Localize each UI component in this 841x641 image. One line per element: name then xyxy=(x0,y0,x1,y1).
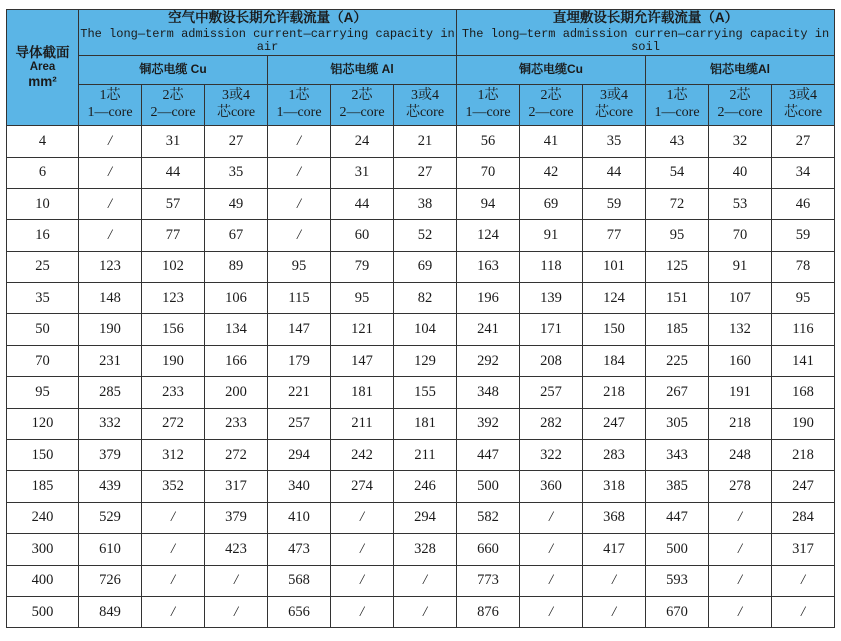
capacity-cell: 27 xyxy=(205,126,268,157)
capacity-cell: 171 xyxy=(520,314,583,345)
capacity-cell: 46 xyxy=(772,188,835,219)
capacity-cell: 417 xyxy=(583,534,646,565)
capacity-cell: 42 xyxy=(520,157,583,188)
air-capacity-header xyxy=(79,10,457,56)
capacity-cell: 147 xyxy=(268,314,331,345)
capacity-cell: 139 xyxy=(520,283,583,314)
capacity-cell: / xyxy=(394,596,457,627)
capacity-cell: 225 xyxy=(646,345,709,376)
capacity-cell: 582 xyxy=(457,502,520,533)
capacity-cell: 247 xyxy=(772,471,835,502)
capacity-cell: 54 xyxy=(646,157,709,188)
capacity-cell: 104 xyxy=(394,314,457,345)
core-header-en: 2—core xyxy=(528,105,574,121)
capacity-cell: / xyxy=(142,596,205,627)
table-row xyxy=(7,126,835,157)
capacity-cell: 233 xyxy=(205,408,268,439)
capacity-cell: 72 xyxy=(646,188,709,219)
core-header-cn: 3或4 xyxy=(600,88,629,104)
capacity-cell: 53 xyxy=(709,188,772,219)
table-row xyxy=(7,408,835,439)
core-header-cn: 2芯 xyxy=(540,88,562,104)
capacity-cell: 211 xyxy=(331,408,394,439)
capacity-cell: 32 xyxy=(709,126,772,157)
area-cell: 16 xyxy=(7,220,79,251)
capacity-cell: 44 xyxy=(142,157,205,188)
capacity-cell: 82 xyxy=(394,283,457,314)
area-cell: 4 xyxy=(7,126,79,157)
table-row xyxy=(7,188,835,219)
core-header xyxy=(457,85,520,126)
capacity-cell: 60 xyxy=(331,220,394,251)
capacity-cell: 423 xyxy=(205,534,268,565)
capacity-cell: 52 xyxy=(394,220,457,251)
capacity-cell: 123 xyxy=(79,251,142,282)
capacity-cell: / xyxy=(520,565,583,596)
capacity-cell: / xyxy=(142,502,205,533)
capacity-cell: 59 xyxy=(772,220,835,251)
core-header xyxy=(520,85,583,126)
capacity-cell: 328 xyxy=(394,534,457,565)
capacity-cell: 218 xyxy=(709,408,772,439)
capacity-cell: 49 xyxy=(205,188,268,219)
capacity-cell: / xyxy=(79,157,142,188)
capacity-cell: 44 xyxy=(331,188,394,219)
capacity-cell: 473 xyxy=(268,534,331,565)
core-header-cn: 3或4 xyxy=(411,88,439,104)
capacity-cell: 101 xyxy=(583,251,646,282)
core-header-cn: 1芯 xyxy=(99,88,121,104)
capacity-cell: 95 xyxy=(268,251,331,282)
capacity-cell: 439 xyxy=(79,471,142,502)
soil-header-en: The long—term admission curren—carrying capacity in soil xyxy=(461,26,830,55)
capacity-cell: 312 xyxy=(142,440,205,471)
area-cell: 120 xyxy=(7,408,79,439)
capacity-cell: 208 xyxy=(520,345,583,376)
capacity-cell: 156 xyxy=(142,314,205,345)
capacity-cell: 31 xyxy=(142,126,205,157)
table-row xyxy=(7,502,835,533)
capacity-cell: 274 xyxy=(331,471,394,502)
cu-air-header: 铜芯电缆 Cu xyxy=(79,56,268,85)
capacity-cell: / xyxy=(268,188,331,219)
capacity-cell: / xyxy=(268,157,331,188)
capacity-cell: 160 xyxy=(709,345,772,376)
capacity-cell: 317 xyxy=(772,534,835,565)
capacity-cell: 317 xyxy=(205,471,268,502)
capacity-cell: 148 xyxy=(79,283,142,314)
capacity-cell: 500 xyxy=(457,471,520,502)
capacity-cell: 21 xyxy=(394,126,457,157)
core-header-cn: 1芯 xyxy=(477,88,499,104)
capacity-cell: / xyxy=(331,534,394,565)
table-row xyxy=(7,565,835,596)
capacity-cell: 876 xyxy=(457,596,520,627)
capacity-cell: 773 xyxy=(457,565,520,596)
capacity-cell: 500 xyxy=(646,534,709,565)
area-header-cn: 导体截面 xyxy=(15,45,70,61)
capacity-cell: / xyxy=(331,565,394,596)
capacity-cell: 233 xyxy=(142,377,205,408)
area-cell: 35 xyxy=(7,283,79,314)
capacity-cell: 332 xyxy=(79,408,142,439)
core-header xyxy=(709,85,772,126)
air-header-en: The long—term admission current—carrying capacity in air xyxy=(80,26,455,55)
capacity-cell: 360 xyxy=(520,471,583,502)
capacity-cell: 168 xyxy=(772,377,835,408)
core-header-en: 芯core xyxy=(216,105,256,121)
capacity-cell: 379 xyxy=(205,502,268,533)
capacity-cell: 656 xyxy=(268,596,331,627)
capacity-cell: 67 xyxy=(205,220,268,251)
capacity-cell: 248 xyxy=(709,440,772,471)
capacity-cell: 181 xyxy=(331,377,394,408)
core-header-en: 1—core xyxy=(276,105,322,121)
capacity-cell: 95 xyxy=(331,283,394,314)
capacity-cell: 141 xyxy=(772,345,835,376)
capacity-cell: / xyxy=(709,596,772,627)
capacity-cell: / xyxy=(205,565,268,596)
capacity-cell: 568 xyxy=(268,565,331,596)
table-row xyxy=(7,251,835,282)
core-header xyxy=(205,85,268,126)
capacity-cell: / xyxy=(709,502,772,533)
capacity-cell: / xyxy=(520,596,583,627)
core-header xyxy=(394,85,457,126)
capacity-cell: 155 xyxy=(394,377,457,408)
capacity-cell: / xyxy=(772,565,835,596)
capacity-cell: 124 xyxy=(583,283,646,314)
area-cell: 150 xyxy=(7,440,79,471)
capacity-cell: / xyxy=(142,565,205,596)
core-header-en: 芯core xyxy=(405,105,445,121)
core-header-en: 芯core xyxy=(783,105,823,121)
al-air-header: 铝芯电缆 Al xyxy=(268,56,457,85)
capacity-cell: 267 xyxy=(646,377,709,408)
capacity-cell: 593 xyxy=(646,565,709,596)
capacity-cell: 272 xyxy=(205,440,268,471)
capacity-cell: 56 xyxy=(457,126,520,157)
core-header-en: 2—core xyxy=(717,105,763,121)
capacity-cell: 69 xyxy=(520,188,583,219)
capacity-cell: 272 xyxy=(142,408,205,439)
capacity-cell: / xyxy=(520,534,583,565)
core-header-en: 1—core xyxy=(465,105,511,121)
capacity-cell: 121 xyxy=(331,314,394,345)
capacity-cell: 318 xyxy=(583,471,646,502)
capacity-cell: 278 xyxy=(709,471,772,502)
core-header-en: 芯core xyxy=(594,105,634,121)
core-header-cn: 2芯 xyxy=(162,88,184,104)
capacity-cell: / xyxy=(268,126,331,157)
capacity-cell: 283 xyxy=(583,440,646,471)
capacity-cell: 118 xyxy=(520,251,583,282)
area-cell: 50 xyxy=(7,314,79,345)
area-cell: 95 xyxy=(7,377,79,408)
table-row xyxy=(7,283,835,314)
capacity-cell: 147 xyxy=(331,345,394,376)
capacity-cell: 392 xyxy=(457,408,520,439)
core-header-cn: 1芯 xyxy=(288,88,310,104)
area-cell: 70 xyxy=(7,345,79,376)
capacity-cell: 89 xyxy=(205,251,268,282)
capacity-cell: 125 xyxy=(646,251,709,282)
capacity-cell: / xyxy=(268,220,331,251)
capacity-table-container xyxy=(6,9,834,628)
capacity-cell: 95 xyxy=(772,283,835,314)
capacity-cell: 31 xyxy=(331,157,394,188)
capacity-cell: 70 xyxy=(709,220,772,251)
table-row xyxy=(7,471,835,502)
capacity-cell: 305 xyxy=(646,408,709,439)
capacity-cell: 190 xyxy=(772,408,835,439)
capacity-cell: 246 xyxy=(394,471,457,502)
capacity-cell: 218 xyxy=(772,440,835,471)
table-row xyxy=(7,596,835,627)
capacity-cell: 257 xyxy=(520,377,583,408)
core-header-cn: 2芯 xyxy=(729,88,751,104)
capacity-cell: 241 xyxy=(457,314,520,345)
capacity-cell: 410 xyxy=(268,502,331,533)
capacity-cell: / xyxy=(583,565,646,596)
capacity-cell: 77 xyxy=(142,220,205,251)
area-cell: 6 xyxy=(7,157,79,188)
capacity-cell: / xyxy=(331,596,394,627)
capacity-cell: 221 xyxy=(268,377,331,408)
table-row xyxy=(7,220,835,251)
capacity-cell: 163 xyxy=(457,251,520,282)
core-header xyxy=(331,85,394,126)
table-row xyxy=(7,157,835,188)
capacity-cell: 196 xyxy=(457,283,520,314)
capacity-cell: 132 xyxy=(709,314,772,345)
core-header-cn: 1芯 xyxy=(666,88,688,104)
capacity-cell: 77 xyxy=(583,220,646,251)
core-header-cn: 3或4 xyxy=(222,88,250,104)
capacity-cell: 343 xyxy=(646,440,709,471)
capacity-cell: 447 xyxy=(646,502,709,533)
table-row xyxy=(7,440,835,471)
area-cell: 185 xyxy=(7,471,79,502)
current-capacity-table xyxy=(6,9,835,628)
capacity-cell: / xyxy=(205,596,268,627)
capacity-cell: / xyxy=(142,534,205,565)
capacity-cell: 200 xyxy=(205,377,268,408)
capacity-cell: / xyxy=(709,534,772,565)
capacity-cell: / xyxy=(709,565,772,596)
capacity-cell: 43 xyxy=(646,126,709,157)
capacity-cell: 294 xyxy=(268,440,331,471)
capacity-cell: / xyxy=(79,220,142,251)
capacity-cell: 106 xyxy=(205,283,268,314)
capacity-cell: 69 xyxy=(394,251,457,282)
capacity-cell: 134 xyxy=(205,314,268,345)
capacity-cell: 27 xyxy=(772,126,835,157)
cu-soil-header: 铜芯电缆Cu xyxy=(457,56,646,85)
capacity-cell: 27 xyxy=(394,157,457,188)
capacity-cell: 91 xyxy=(520,220,583,251)
capacity-cell: 95 xyxy=(646,220,709,251)
capacity-cell: 190 xyxy=(142,345,205,376)
core-header-en: 2—core xyxy=(150,105,196,121)
capacity-cell: 115 xyxy=(268,283,331,314)
core-header xyxy=(772,85,835,126)
capacity-cell: 59 xyxy=(583,188,646,219)
core-header-en: 2—core xyxy=(339,105,385,121)
capacity-cell: 124 xyxy=(457,220,520,251)
core-header-en: 1—core xyxy=(654,105,700,121)
area-cell: 400 xyxy=(7,565,79,596)
core-header xyxy=(79,85,142,126)
capacity-cell: / xyxy=(772,596,835,627)
capacity-cell: 610 xyxy=(79,534,142,565)
area-cell: 500 xyxy=(7,596,79,627)
capacity-cell: 70 xyxy=(457,157,520,188)
table-body xyxy=(7,126,835,628)
capacity-cell: 179 xyxy=(268,345,331,376)
area-header xyxy=(7,10,79,126)
capacity-cell: 166 xyxy=(205,345,268,376)
capacity-cell: 292 xyxy=(457,345,520,376)
capacity-cell: 191 xyxy=(709,377,772,408)
capacity-cell: 102 xyxy=(142,251,205,282)
capacity-cell: 849 xyxy=(79,596,142,627)
capacity-cell: 57 xyxy=(142,188,205,219)
core-header xyxy=(268,85,331,126)
area-cell: 10 xyxy=(7,188,79,219)
capacity-cell: 190 xyxy=(79,314,142,345)
capacity-cell: 35 xyxy=(583,126,646,157)
capacity-cell: 116 xyxy=(772,314,835,345)
capacity-cell: 44 xyxy=(583,157,646,188)
capacity-cell: 107 xyxy=(709,283,772,314)
capacity-cell: 284 xyxy=(772,502,835,533)
air-header-cn: 空气中敷设长期允许载流量（A） xyxy=(168,10,367,25)
capacity-cell: 150 xyxy=(583,314,646,345)
capacity-cell: 379 xyxy=(79,440,142,471)
capacity-cell: 78 xyxy=(772,251,835,282)
capacity-cell: 181 xyxy=(394,408,457,439)
capacity-cell: 211 xyxy=(394,440,457,471)
table-row xyxy=(7,345,835,376)
core-header xyxy=(583,85,646,126)
table-row xyxy=(7,534,835,565)
capacity-cell: 94 xyxy=(457,188,520,219)
area-cell: 25 xyxy=(7,251,79,282)
capacity-cell: 247 xyxy=(583,408,646,439)
capacity-cell: 185 xyxy=(646,314,709,345)
capacity-cell: 294 xyxy=(394,502,457,533)
capacity-cell: 184 xyxy=(583,345,646,376)
soil-header-cn: 直埋敷设长期允许载流量（A） xyxy=(552,10,739,25)
core-header-row xyxy=(7,85,835,126)
capacity-cell: 529 xyxy=(79,502,142,533)
capacity-cell: 660 xyxy=(457,534,520,565)
core-header-cn: 2芯 xyxy=(351,88,373,104)
capacity-cell: 322 xyxy=(520,440,583,471)
capacity-cell: / xyxy=(79,126,142,157)
soil-capacity-header xyxy=(457,10,835,56)
capacity-cell: 282 xyxy=(520,408,583,439)
capacity-cell: 726 xyxy=(79,565,142,596)
area-header-en: Area xyxy=(29,60,56,73)
table-row xyxy=(7,377,835,408)
al-soil-header: 铝芯电缆Al xyxy=(646,56,835,85)
capacity-cell: 129 xyxy=(394,345,457,376)
capacity-cell: 35 xyxy=(205,157,268,188)
capacity-cell: 385 xyxy=(646,471,709,502)
area-cell: 300 xyxy=(7,534,79,565)
capacity-cell: 340 xyxy=(268,471,331,502)
core-header-cn: 3或4 xyxy=(789,88,818,104)
capacity-cell: / xyxy=(394,565,457,596)
capacity-cell: / xyxy=(520,502,583,533)
capacity-cell: 218 xyxy=(583,377,646,408)
capacity-cell: 231 xyxy=(79,345,142,376)
capacity-cell: 40 xyxy=(709,157,772,188)
core-header xyxy=(142,85,205,126)
table-row xyxy=(7,314,835,345)
capacity-cell: 91 xyxy=(709,251,772,282)
capacity-cell: 242 xyxy=(331,440,394,471)
capacity-cell: 670 xyxy=(646,596,709,627)
capacity-cell: / xyxy=(79,188,142,219)
capacity-cell: 348 xyxy=(457,377,520,408)
capacity-cell: 79 xyxy=(331,251,394,282)
capacity-cell: 34 xyxy=(772,157,835,188)
capacity-cell: 41 xyxy=(520,126,583,157)
capacity-cell: / xyxy=(583,596,646,627)
capacity-cell: 151 xyxy=(646,283,709,314)
capacity-cell: 38 xyxy=(394,188,457,219)
core-header-en: 1—core xyxy=(87,105,133,121)
capacity-cell: 285 xyxy=(79,377,142,408)
area-header-unit: mm² xyxy=(28,74,57,90)
capacity-cell: / xyxy=(331,502,394,533)
capacity-cell: 123 xyxy=(142,283,205,314)
capacity-cell: 368 xyxy=(583,502,646,533)
area-cell: 240 xyxy=(7,502,79,533)
capacity-cell: 257 xyxy=(268,408,331,439)
capacity-cell: 447 xyxy=(457,440,520,471)
capacity-cell: 24 xyxy=(331,126,394,157)
capacity-cell: 352 xyxy=(142,471,205,502)
core-header xyxy=(646,85,709,126)
